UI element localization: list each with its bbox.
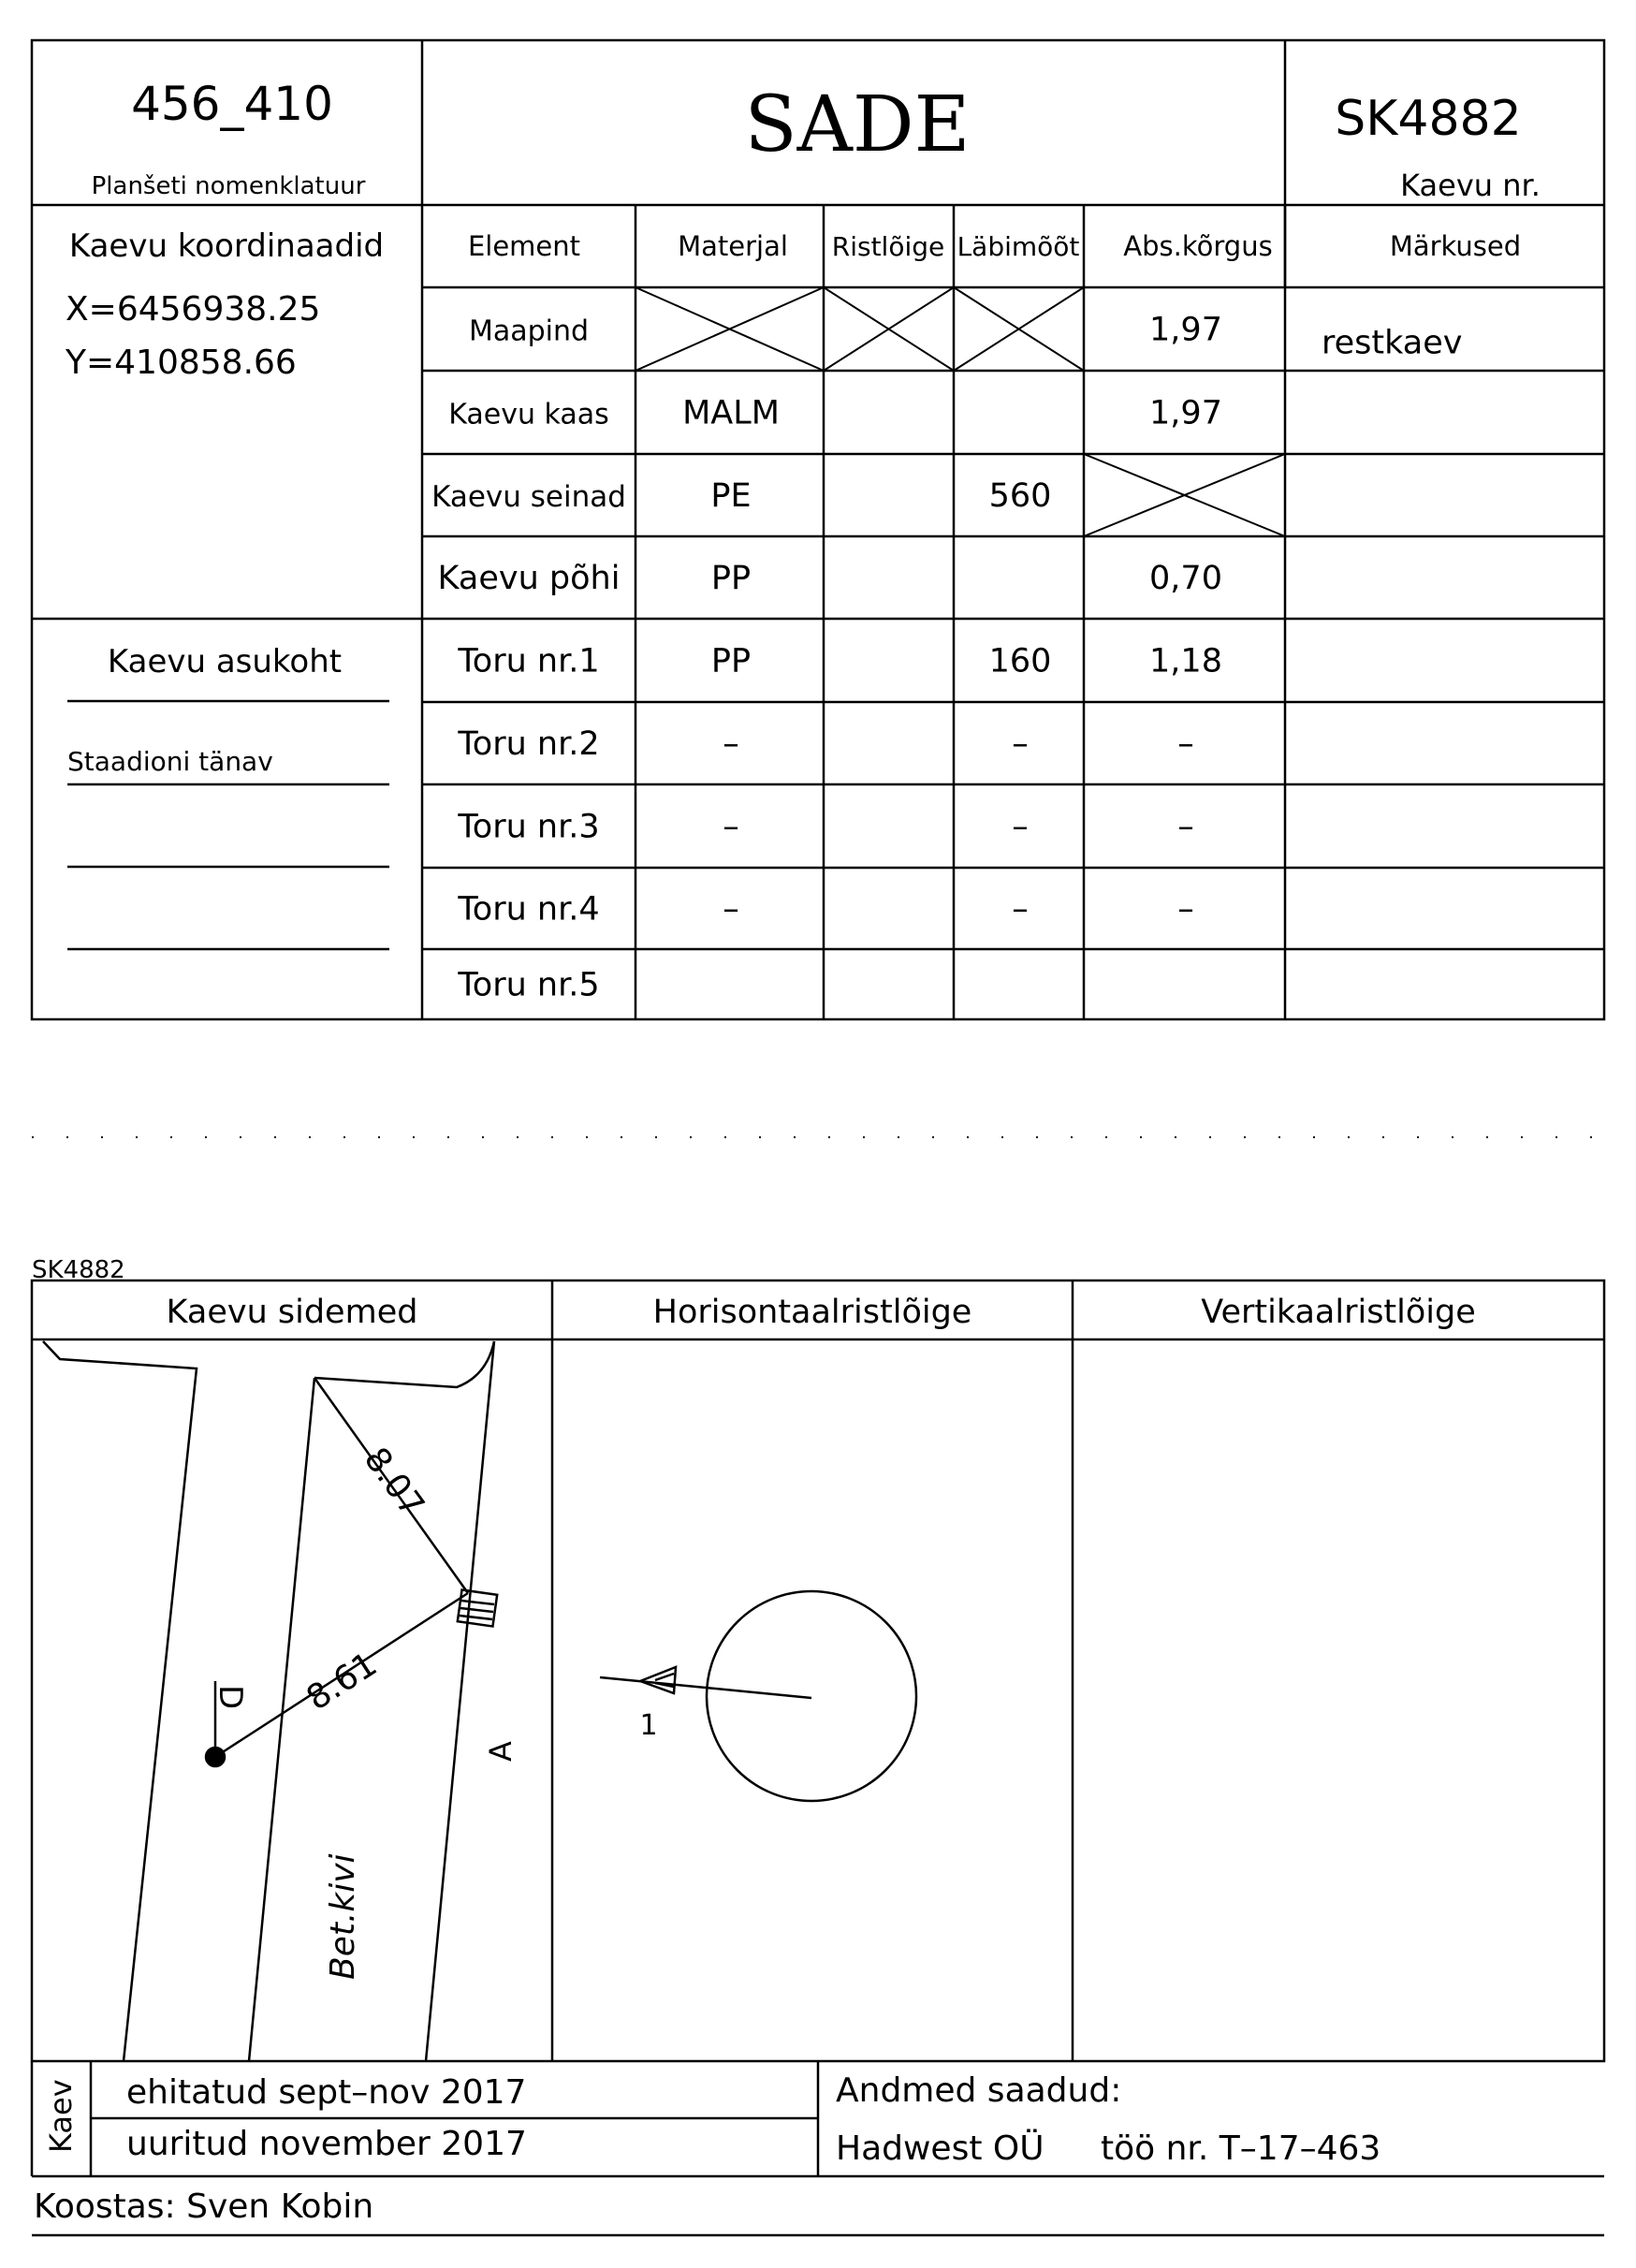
column-header-material: Materjal [678,230,788,262]
curb-curve [314,1341,494,1387]
column-header-element: Element [467,230,581,262]
cell-elevation: – [1177,725,1194,763]
grate-bar [460,1616,492,1619]
arrow-left-icon [640,1667,676,1693]
reference-point-label: D [212,1685,249,1710]
cell-element: Toru nr.2 [458,725,600,763]
tie-sketch [43,1341,497,2061]
coordinate-x: X=6456938.25 [66,290,321,329]
cross-mark-icon [954,287,1084,371]
footer-surveyed: uuritud november 2017 [126,2125,527,2163]
cell-material: MALM [682,394,780,432]
footer-vertical-label: Kaev [43,2079,79,2153]
cell-element: Kaevu seinad [431,480,626,514]
cell-diameter: – [1012,808,1029,846]
cell-element: Toru nr.5 [458,966,600,1004]
tie-measure-2: 8.61 [299,1645,385,1719]
cell-diameter: – [1012,725,1029,763]
plansheet-number: 456_410 [131,77,333,131]
table-body [431,312,1462,1004]
column-header-section: Ristlõige [831,231,945,262]
well-outline-circle [707,1591,916,1801]
plansheet-label: Planšeti nomenklatuur [91,172,366,200]
well-number: SK4882 [1335,91,1522,147]
table-row [457,967,599,1004]
cell-diameter: 560 [988,477,1052,515]
footer-job-number: töö nr. T–17–463 [1101,2129,1381,2168]
table-row [448,395,1222,432]
table-row [457,643,1222,680]
cell-element: Toru nr.4 [458,890,600,929]
footer-built: ehitatud sept–nov 2017 [126,2073,527,2112]
cell-element: Kaevu põhi [437,560,621,597]
cell-material: PP [710,560,752,597]
cell-elevation: 1,97 [1149,311,1222,349]
footer-data-received-label: Andmed saadud: [836,2071,1122,2110]
road-edge-right [426,1341,494,2061]
road-edge-left [43,1341,197,2061]
column-header-diameter: Läbimõõt [957,231,1080,262]
table-row [438,560,1222,597]
cross-mark-icon [1084,454,1285,536]
cell-elevation: 1,18 [1149,642,1222,680]
pipe-label: 1 [639,1709,658,1742]
cell-material: PE [710,477,752,515]
cell-diameter: 160 [988,642,1052,680]
cell-material: – [723,808,739,846]
cross-mark-icon [824,287,954,371]
cell-element: Toru nr.1 [458,642,600,680]
location-line: Staadioni tänav [67,746,273,777]
panel-title-vertical-section: Vertikaalristlõige [1201,1294,1476,1331]
cell-element: Maapind [468,315,590,348]
cell-material: – [723,725,739,763]
grate-bar [460,1608,493,1612]
cell-notes: restkaev [1322,324,1463,362]
cell-elevation: – [1177,890,1194,929]
cell-diameter: – [1012,890,1029,929]
column-header-notes: Märkused [1389,230,1522,262]
surface-label: Bet.kivi [324,1853,362,1980]
road-edge-middle [249,1378,314,2061]
well-number-label: Kaevu nr. [1400,168,1541,203]
panel-title-horizontal-section: Horisontaalristlõige [652,1294,972,1331]
coordinate-y: Y=410858.66 [66,344,297,382]
cell-material: PP [710,642,752,680]
cell-element: Kaevu kaas [448,398,609,432]
cell-material: – [723,890,739,929]
footer-data-source: Hadwest OÜ [836,2129,1044,2168]
panel-title-ties: Kaevu sidemed [166,1294,418,1331]
cell-elevation: 0,70 [1149,560,1222,597]
cell-elevation: – [1177,808,1194,846]
footer-author: Koostas: Sven Kobin [34,2188,374,2226]
cell-elevation: 1,97 [1149,394,1222,432]
table-header [468,230,1521,262]
coordinates-label: Kaevu koordinaadid [68,227,385,265]
sketch-frame [32,1280,1604,2061]
table-row [431,477,1051,515]
side-label: A [483,1741,519,1762]
column-header-elevation: Abs.kõrgus [1123,230,1273,262]
cross-mark-icon [635,287,824,371]
table-row [469,312,1463,362]
network-type-title: SADE [744,80,971,169]
cell-element: Toru nr.3 [458,808,600,846]
horizontal-section-drawing [600,1591,916,1801]
location-label: Kaevu asukoht [107,643,343,680]
tie-measure-1: 8.07 [356,1441,432,1525]
sketch-well-id: SK4882 [32,1256,125,1284]
grate-bar [461,1601,494,1604]
